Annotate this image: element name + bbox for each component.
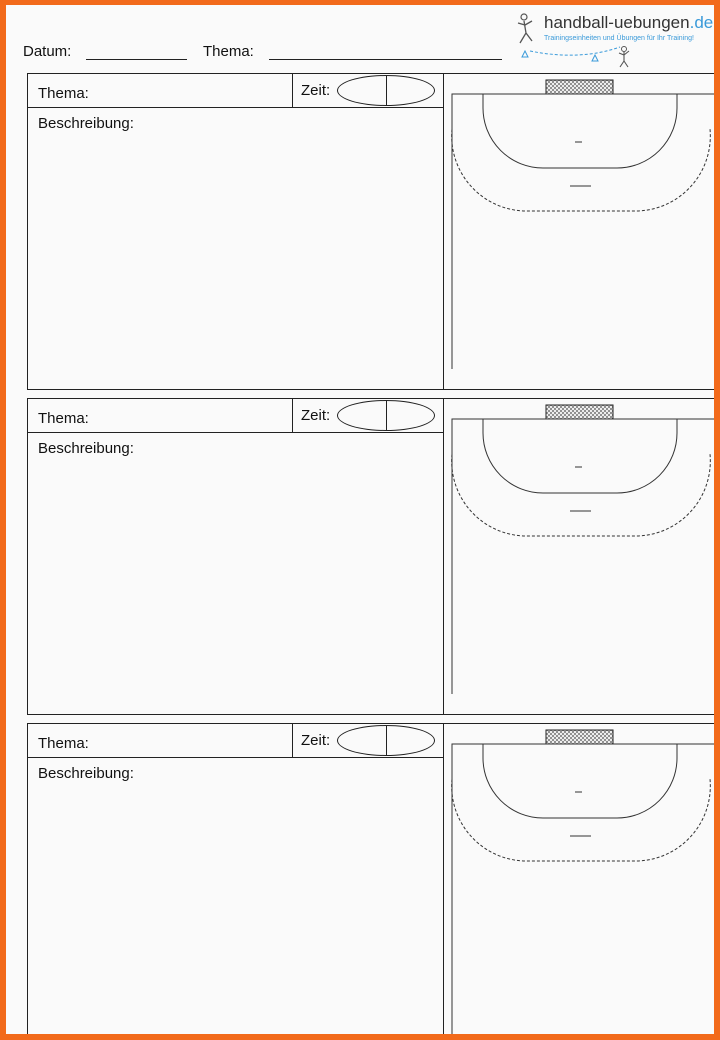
thema-box[interactable] (28, 399, 293, 433)
thema-label: Thema: (38, 85, 89, 102)
thema-label: Thema: (38, 735, 89, 752)
goal-icon (546, 80, 613, 94)
goal-icon (546, 405, 613, 419)
handball-court-diagram[interactable] (445, 399, 720, 714)
zeit-field[interactable] (337, 400, 435, 431)
logo-name: handball-uebungen (544, 13, 690, 32)
zeit-divider (386, 401, 387, 430)
zeit-label: Zeit: (301, 732, 331, 749)
zeit-divider (386, 726, 387, 755)
zeit-field[interactable] (337, 75, 435, 106)
beschreibung-label: Beschreibung: (38, 440, 134, 457)
exercise-text-area[interactable] (28, 724, 444, 1039)
handball-court-diagram[interactable] (445, 74, 720, 389)
zeit-box (293, 399, 444, 433)
beschreibung-label: Beschreibung: (38, 115, 134, 132)
exercise-text-area[interactable] (28, 399, 444, 714)
exercise-block-3 (27, 723, 720, 1040)
exercise-block-2 (27, 398, 720, 715)
logo-tagline: Trainingseinheiten und Übungen für Ihr Training! (544, 35, 694, 42)
exercise-block-1 (27, 73, 720, 390)
exercise-text-area[interactable] (28, 74, 444, 389)
thema-label: Thema: (38, 410, 89, 427)
datum-field[interactable] (86, 59, 187, 60)
goal-icon (546, 730, 613, 744)
thema-field[interactable] (269, 59, 502, 60)
zeit-box (293, 724, 444, 758)
logo (510, 11, 720, 71)
thema-label: Thema: (203, 43, 254, 60)
datum-label: Datum: (23, 43, 72, 60)
beschreibung-label: Beschreibung: (38, 765, 134, 782)
handball-court-diagram[interactable] (445, 724, 720, 1039)
thema-box[interactable] (28, 724, 293, 758)
zeit-divider (386, 76, 387, 105)
thema-box[interactable] (28, 74, 293, 108)
zeit-label: Zeit: (301, 407, 331, 424)
zeit-box (293, 74, 444, 108)
zeit-label: Zeit: (301, 82, 331, 99)
logo-text (544, 13, 713, 33)
zeit-field[interactable] (337, 725, 435, 756)
logo-tld: .de (689, 13, 714, 32)
